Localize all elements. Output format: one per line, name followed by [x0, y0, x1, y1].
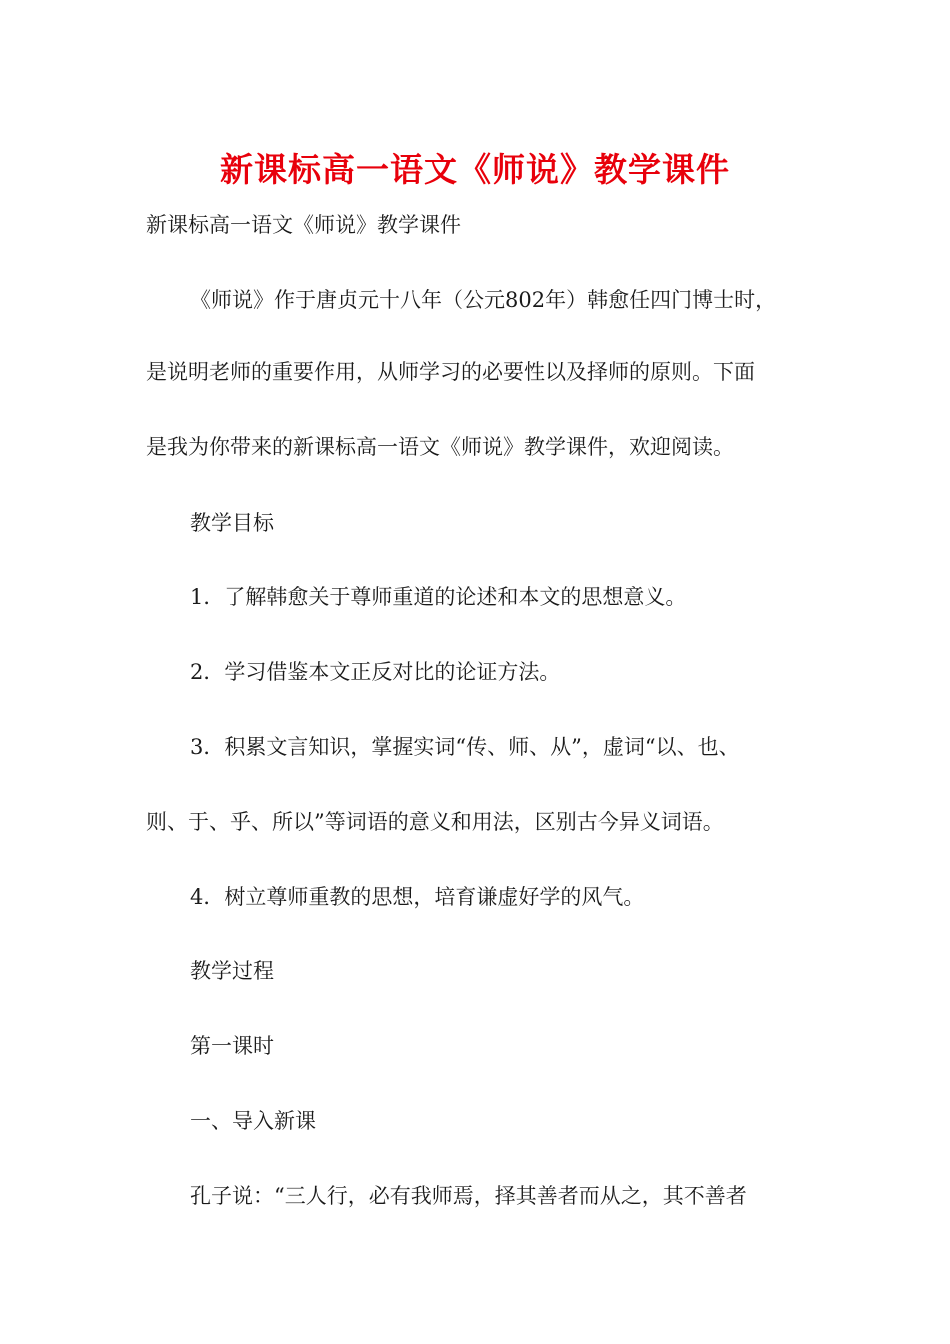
- list-item: 3．积累文言知识，掌握实词“传、师、从”，虚词“以、也、: [190, 735, 740, 759]
- paragraph-line: 是我为你带来的新课标高一语文《师说》教学课件，欢迎阅读。: [146, 435, 734, 459]
- paragraph-line: 《师说》作于唐贞元十八年（公元802年）韩愈任四门博士时，: [190, 288, 777, 312]
- subtitle-line: 新课标高一语文《师说》教学课件: [146, 213, 461, 237]
- section-heading: 一、导入新课: [190, 1109, 316, 1133]
- list-item: 1．了解韩愈关于尊师重道的论述和本文的思想意义。: [190, 585, 687, 609]
- list-item-continuation: 则、于、乎、所以”等词语的意义和用法，区别古今异义词语。: [146, 810, 724, 834]
- list-item: 2．学习借鉴本文正反对比的论证方法。: [190, 660, 561, 684]
- section-heading: 第一课时: [190, 1034, 274, 1058]
- section-heading: 教学目标: [190, 511, 274, 535]
- section-heading: 教学过程: [190, 959, 274, 983]
- paragraph-line: 孔子说：“三人行，必有我师焉，择其善者而从之，其不善者: [190, 1184, 747, 1208]
- paragraph-line: 是说明老师的重要作用，从师学习的必要性以及择师的原则。下面: [146, 360, 755, 384]
- document-title: 新课标高一语文《师说》教学课件: [220, 150, 730, 189]
- list-item: 4．树立尊师重教的思想，培育谦虚好学的风气。: [190, 885, 645, 909]
